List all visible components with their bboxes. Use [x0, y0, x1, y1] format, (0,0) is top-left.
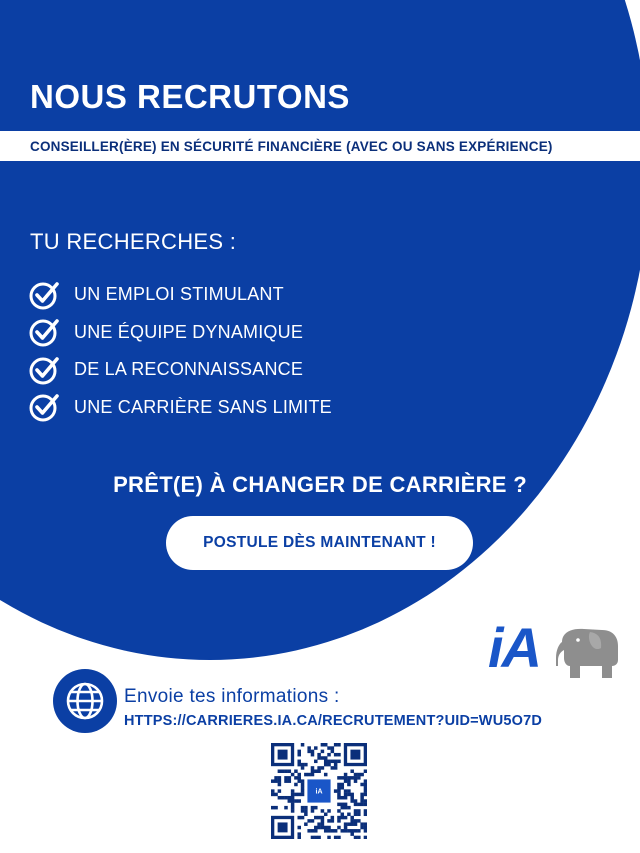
check-circle-icon	[28, 354, 60, 386]
page-title: NOUS RECRUTONS	[30, 78, 350, 115]
list-item-label: UN EMPLOI STIMULANT	[74, 284, 284, 305]
list-item-label: UNE ÉQUIPE DYNAMIQUE	[74, 321, 304, 342]
qr-code[interactable]	[271, 743, 367, 839]
cta-question: PRÊT(E) À CHANGER DE CARRIÈRE ?	[113, 472, 527, 497]
qr-logo-text: iA	[315, 788, 323, 796]
contact-label: Envoie tes informations :	[124, 686, 340, 707]
list-item-label: UNE CARRIÈRE SANS LIMITE	[74, 396, 332, 417]
list-item	[28, 314, 332, 352]
list-item	[28, 276, 332, 314]
list-item	[28, 389, 332, 427]
check-circle-icon	[28, 316, 60, 348]
search-heading: TU RECHERCHES :	[30, 229, 237, 254]
check-circle-icon	[28, 391, 60, 423]
subtitle-band	[0, 131, 640, 161]
globe-icon	[53, 669, 117, 733]
ia-logo	[488, 616, 624, 682]
list-item-label: DE LA RECONNAISSANCE	[74, 359, 304, 380]
check-circle-icon	[28, 279, 60, 311]
benefits-list	[28, 276, 332, 426]
list-item	[28, 351, 332, 389]
job-subtitle: CONSEILLER(ÈRE) EN SÉCURITÉ FINANCIÈRE (AVEC OU SANS EXPÉRIENCE)	[30, 138, 553, 154]
apply-now-button[interactable]: POSTULE DÈS MAINTENANT !	[166, 516, 473, 570]
career-url-link[interactable]: HTTPS://CARRIERES.IA.CA/RECRUTEMENT?UID=WU5O7D	[124, 713, 543, 729]
logo-text: iA	[488, 616, 540, 679]
elephant-icon	[556, 626, 622, 685]
